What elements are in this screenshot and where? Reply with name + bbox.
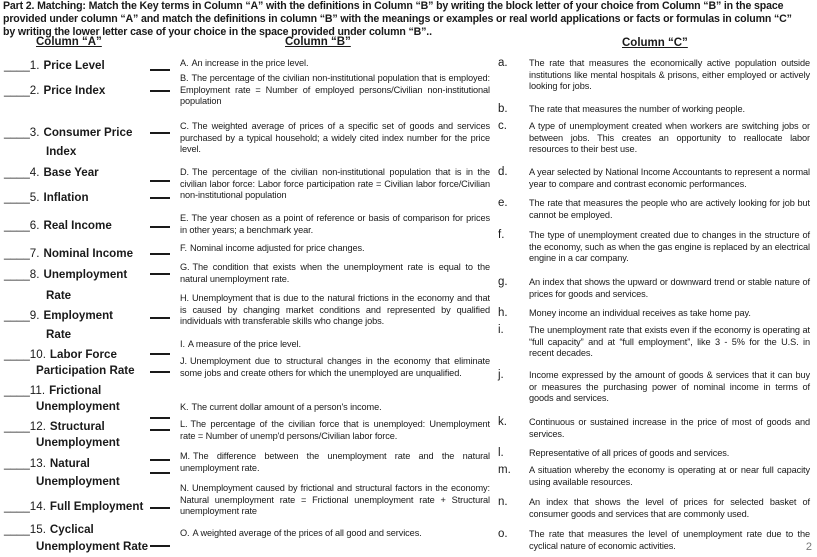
page-number: 2 <box>805 541 812 553</box>
key-term-continued: Rate <box>46 289 72 302</box>
meaning-letter: n. <box>498 496 508 508</box>
answer-blank[interactable]: ____ <box>4 500 30 513</box>
key-term: Price Index <box>43 84 106 97</box>
item-number: 8. <box>29 268 40 281</box>
answer-line[interactable] <box>150 253 170 255</box>
key-term: Structural <box>49 420 105 433</box>
column-a-item <box>4 57 105 75</box>
meaning-text: Money income an individual receives as take home pay. <box>529 308 751 318</box>
key-term: Inflation <box>43 191 89 204</box>
answer-line[interactable] <box>150 417 170 419</box>
answer-line[interactable] <box>150 545 170 547</box>
answer-blank[interactable]: ____ <box>4 191 30 204</box>
answer-line[interactable] <box>150 472 170 474</box>
key-term-continued: Participation Rate <box>36 364 135 377</box>
definition-letter: H. <box>180 293 189 303</box>
definition-letter: I. <box>180 339 185 349</box>
answer-blank[interactable]: ____ <box>4 309 30 322</box>
column-c-header: Column “C” <box>622 37 688 49</box>
meaning-text: An index that shows the upward or downward trend or stable nature of prices for goods and services. <box>529 277 810 299</box>
column-b-definition <box>180 356 490 379</box>
definition-text: A measure of the price level. <box>187 339 301 349</box>
meaning-letter: a. <box>498 57 508 69</box>
answer-blank[interactable]: ____ <box>4 384 30 397</box>
meaning-letter: j. <box>498 369 504 381</box>
key-term-continued: Unemployment <box>36 436 120 449</box>
definition-text: Nominal income adjusted for price changes. <box>189 243 365 253</box>
answer-line[interactable] <box>150 69 170 71</box>
meaning-letter: c. <box>498 120 507 132</box>
column-a-item <box>4 82 105 100</box>
answer-line[interactable] <box>150 180 170 182</box>
column-a-item <box>4 498 143 516</box>
key-term-continued: Index <box>46 145 77 158</box>
meaning-text: Income expressed by the amount of goods & services that it can buy or measures the purchasing power of nominal income in terms of goods and services. <box>529 370 810 404</box>
definition-letter: G. <box>180 262 190 272</box>
answer-blank[interactable]: ____ <box>4 166 30 179</box>
definition-text: A weighted average of the prices of all good and services. <box>192 528 422 538</box>
meaning-text: A year selected by National Income Accountants to represent a normal year to compare and contrast economic performances. <box>529 167 810 189</box>
answer-line[interactable] <box>150 273 170 275</box>
definition-text: The year chosen as a point of reference or basis of comparison for prices in other years; a benchmark year. <box>180 213 490 235</box>
definition-text: The current dollar amount of a person's income. <box>191 402 382 412</box>
meaning-text: Continuous or sustained increase in the price of most of goods and services. <box>529 417 810 439</box>
column-b-definition <box>180 419 490 442</box>
meaning-letter: k. <box>498 416 507 428</box>
item-number: 11. <box>29 384 46 397</box>
key-term-continued: Unemployment <box>36 400 120 413</box>
definition-letter: N. <box>180 483 189 493</box>
answer-blank[interactable]: ____ <box>4 457 30 470</box>
column-b-definition <box>180 58 490 70</box>
column-b-definition <box>180 262 490 285</box>
item-number: 10. <box>29 348 46 361</box>
meaning-text: The rate that measures the people who are actively looking for job but cannot be employed. <box>529 198 810 220</box>
definition-letter: L. <box>180 419 188 429</box>
column-b-definition <box>180 167 490 202</box>
definition-letter: C. <box>180 121 189 131</box>
key-term: Employment <box>43 309 114 322</box>
meaning-text: The rate that measures the number of working people. <box>529 104 745 114</box>
meaning-text: Representative of all prices of goods and services. <box>529 448 730 458</box>
answer-blank[interactable]: ____ <box>4 84 30 97</box>
definition-text: The percentage of the civilian non-institutional population that is employed: Employment rate = Number of employed persons/Civilian non-institutional population <box>180 73 490 107</box>
instructions-line-1: Part 2. Matching: Match the Key terms in Column “A” with the definitions in Column “B” by writing the block letter of your choice from Column “B” in the space <box>3 0 784 12</box>
item-number: 9. <box>29 309 40 322</box>
answer-blank[interactable]: ____ <box>4 59 30 72</box>
meaning-letter: h. <box>498 307 508 319</box>
answer-blank[interactable]: ____ <box>4 126 30 139</box>
meaning-text: The unemployment rate that exists even if the economy is operating at “full capacity” and at “full employment”, like 3 - 5% for the U.S. in recent decades. <box>529 325 810 359</box>
definition-letter: D. <box>180 167 189 177</box>
meaning-letter: d. <box>498 166 508 178</box>
key-term: Price Level <box>43 59 105 72</box>
column-a-item <box>4 455 90 473</box>
column-b-definition <box>180 483 490 518</box>
definition-text: Unemployment due to structural changes in the economy that eliminate some jobs and create others for which the unemployed are unqualified. <box>180 356 490 378</box>
answer-line[interactable] <box>150 226 170 228</box>
meaning-text: A situation whereby the economy is operating at or near full capacity using available resources. <box>529 465 810 487</box>
definition-letter: J. <box>180 356 187 366</box>
key-term-continued: Unemployment <box>36 475 120 488</box>
definition-letter: E. <box>180 213 189 223</box>
answer-line[interactable] <box>150 507 170 509</box>
key-term: Frictional <box>49 384 102 397</box>
column-b-definition <box>180 73 490 108</box>
item-number: 2. <box>29 84 40 97</box>
instructions-line-2: provided under column “A” and match the definitions in column “B” with the meanings or examples or real world applications or facts or formulas in column “C” <box>3 13 792 25</box>
meaning-letter: b. <box>498 103 508 115</box>
definition-text: Unemployment caused by frictional and structural factors in the economy: Natural unemployment rate = Frictional unemployment rate + Structural unemployment rate <box>180 483 490 517</box>
column-a-item <box>4 164 99 182</box>
column-b-definition <box>180 402 490 414</box>
item-number: 14. <box>29 500 46 513</box>
answer-line[interactable] <box>150 353 170 355</box>
definition-letter: F. <box>180 243 187 253</box>
key-term: Base Year <box>43 166 99 179</box>
column-a-item <box>4 124 132 142</box>
definition-text: An increase in the price level. <box>191 58 309 68</box>
answer-line[interactable] <box>150 90 170 92</box>
meaning-letter: f. <box>498 229 505 241</box>
key-term: Unemployment <box>43 268 128 281</box>
item-number: 15. <box>29 523 46 536</box>
key-term: Real Income <box>43 219 112 232</box>
definition-text: Unemployment that is due to the natural frictions in the economy and that is caused by changing market conditions and represented by qualified individuals with transferable skills who change jobs. <box>180 293 490 327</box>
answer-blank[interactable]: ____ <box>4 420 30 433</box>
column-a-item <box>4 266 127 284</box>
answer-line[interactable] <box>150 132 170 134</box>
item-number: 13. <box>29 457 46 470</box>
key-term: Cyclical <box>49 523 94 536</box>
definition-text: The percentage of the civilian force that is unemployed: Unemployment rate = Number of unemp'd persons/Civilian labor force. <box>180 419 490 441</box>
answer-line[interactable] <box>150 317 170 319</box>
column-b-definition <box>180 451 490 474</box>
column-b-definition <box>180 121 490 156</box>
answer-blank[interactable]: ____ <box>4 247 30 260</box>
definition-letter: O. <box>180 528 190 538</box>
answer-line[interactable] <box>150 459 170 461</box>
item-number: 1. <box>29 59 40 72</box>
item-number: 5. <box>29 191 40 204</box>
meaning-text: An index that shows the level of prices for selected basket of consumer goods and services that are commonly used. <box>529 497 810 519</box>
column-a-item <box>4 217 112 235</box>
key-term: Consumer Price <box>43 126 133 139</box>
meaning-letter: e. <box>498 197 508 209</box>
key-term: Labor Force <box>49 348 117 361</box>
meaning-letter: l. <box>498 447 504 459</box>
answer-line[interactable] <box>150 429 170 431</box>
item-number: 3. <box>29 126 40 139</box>
answer-line[interactable] <box>150 197 170 199</box>
column-a-item <box>4 189 89 207</box>
definition-letter: M. <box>180 451 191 461</box>
column-b-definition <box>180 213 490 236</box>
meaning-text: The rate that measures the level of unemployment rate due to the cyclical nature of economic activities. <box>529 529 810 551</box>
instructions <box>3 0 815 39</box>
column-b-definition <box>180 293 490 328</box>
item-number: 7. <box>29 247 40 260</box>
meaning-text: A type of unemployment created when workers are switching jobs or between jobs. This creates an opportunity to reallocate labor resources to their best use. <box>529 121 810 155</box>
answer-blank[interactable]: ____ <box>4 268 30 281</box>
instructions-line-3: by writing the lower letter case of your choice in the space provided under column “B”.. <box>3 26 432 38</box>
column-b-definition <box>180 243 490 255</box>
definition-letter: A. <box>180 58 189 68</box>
meaning-letter: o. <box>498 528 508 540</box>
key-term: Natural <box>49 457 90 470</box>
meaning-text: The type of unemployment created due to changes in the structure of the economy, such as when the gas engine is replaced by an electrical engine in a car company. <box>529 230 810 264</box>
column-b-definition <box>180 528 490 540</box>
column-b-header: Column “B” <box>285 36 351 48</box>
meaning-text: The rate that measures the economically active population outside institutions like mental hospitals & prisons, either employed or actively looking for jobs. <box>529 58 810 92</box>
meaning-letter: i. <box>498 324 504 336</box>
item-number: 12. <box>29 420 46 433</box>
column-b-definition <box>180 339 490 351</box>
definition-letter: K. <box>180 402 189 412</box>
key-term: Full Employment <box>49 500 144 513</box>
definition-letter: B. <box>180 73 189 83</box>
meaning-letter: m. <box>498 464 511 476</box>
item-number: 6. <box>29 219 40 232</box>
definition-text: The percentage of the civilian non-institutional population that is in the civilian labor force: Labor force participation rate = Civilian labor force/Civilian non-institutional population <box>180 167 490 201</box>
item-number: 4. <box>29 166 40 179</box>
column-a-header: Column “A” <box>36 36 102 48</box>
meaning-letter: g. <box>498 276 508 288</box>
answer-line[interactable] <box>150 371 170 373</box>
answer-blank[interactable]: ____ <box>4 219 30 232</box>
key-term: Nominal Income <box>43 247 134 260</box>
definition-text: The condition that exists when the unemployment rate is equal to the natural unemployment rate. <box>180 262 490 284</box>
column-a-item <box>4 307 113 325</box>
answer-blank[interactable]: ____ <box>4 348 30 361</box>
column-a-item <box>4 245 133 263</box>
column-a-item <box>4 521 94 539</box>
key-term-continued: Rate <box>46 328 72 341</box>
definition-text: The difference between the unemployment rate and the natural unemployment rate. <box>180 451 490 473</box>
definition-text: The weighted average of prices of a specific set of goods and services purchased by a typical household; a widely cited index number for the price level. <box>180 121 490 155</box>
key-term-continued: Unemployment Rate <box>36 540 149 553</box>
answer-blank[interactable]: ____ <box>4 523 30 536</box>
